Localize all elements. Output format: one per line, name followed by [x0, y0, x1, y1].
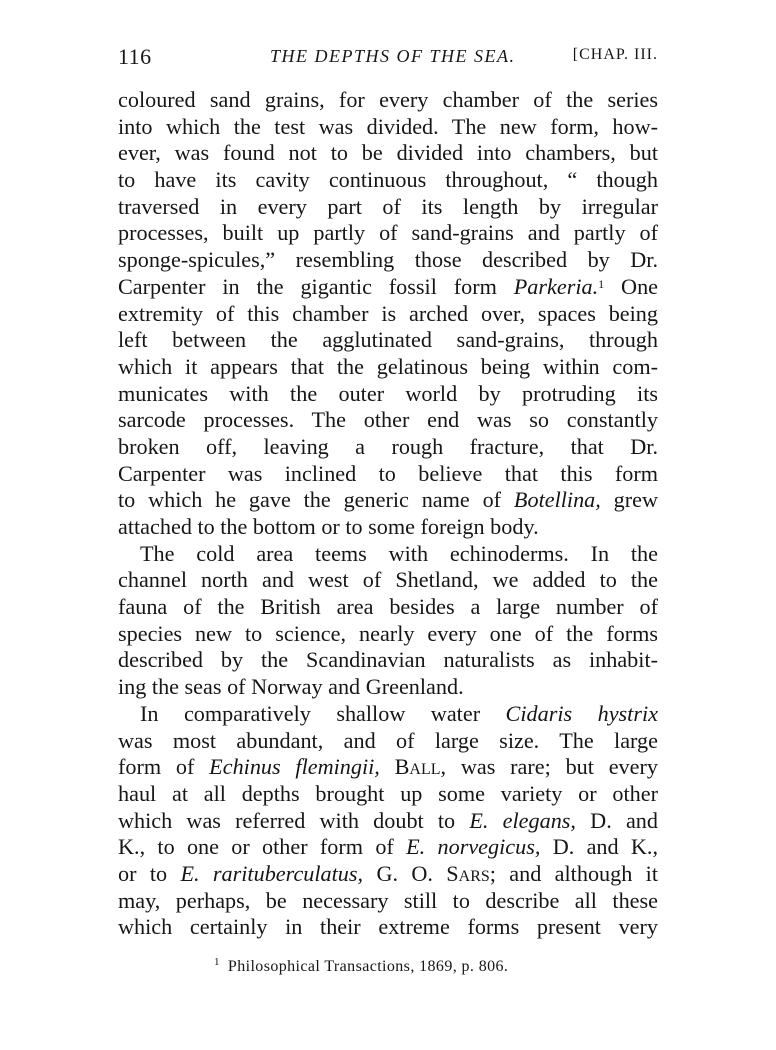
text-line: attached to the bottom or to some foreign body. [118, 514, 539, 539]
text-run: which was referred with doubt to [118, 807, 470, 833]
text-line [118, 274, 658, 301]
text-run: was rare; but every [446, 754, 658, 780]
italic-term: Botellina, [513, 487, 601, 513]
text-line: into which the test was divided. The new form, how- [118, 113, 658, 139]
text-line: ever, was found not to be divided into chambers, but [118, 140, 658, 166]
italic-term: E. rarituberculatus, [180, 860, 364, 886]
text-run: or to [118, 860, 181, 886]
text-line: municates with the outer world by protruding its [118, 380, 658, 406]
text-line: coloured sand grains, for every chamber of the series [118, 87, 658, 112]
text-run: to which he gave the generic name of [118, 487, 514, 513]
text-line [118, 487, 658, 514]
text-line [118, 808, 658, 835]
text-line [118, 754, 658, 781]
text-run: D. and K., [540, 834, 659, 860]
italic-term: E. norvegicus, [406, 834, 541, 860]
footnote-text: Philosophical Transactions, 1869, p. 806. [227, 958, 509, 975]
italic-term: Echinus flemingii, [209, 754, 380, 780]
page-number: 116 [118, 44, 152, 69]
italic-term: E. elegans, [469, 807, 576, 833]
text-line: Carpenter was inclined to believe that this form [118, 460, 658, 486]
text-line: processes, built up partly of sand-grains and partly of [118, 220, 658, 246]
text-line: The cold area teems with echinoderms. In the [140, 540, 658, 566]
text-line: described by the Scandinavian naturalists as inhabit- [118, 647, 658, 673]
text-line: ing the seas of Norway and Greenland. [118, 674, 464, 700]
author-name: Ball, [379, 754, 447, 780]
text-line [118, 861, 658, 888]
text-line: which it appears that the gelatinous being within com- [118, 353, 658, 379]
footnote-ref: 1 [598, 276, 605, 291]
text-line: sarcode processes. The other end was so constantly [118, 407, 658, 433]
text-run: In comparatively shallow water [140, 700, 506, 726]
text-line: sponge-spicules,” resembling those described by Dr. [118, 247, 658, 273]
text-line: may, perhaps, be necessary still to describe all these [118, 887, 658, 913]
italic-term: Parkeria. [513, 273, 599, 299]
text-line: traversed in every part of its length by irregular [118, 193, 658, 219]
text-run: ; and although it [489, 860, 658, 886]
text-line: to have its cavity continuous throughout, “ though [118, 167, 658, 193]
page-header [118, 44, 658, 74]
text-line [118, 701, 658, 728]
text-line [118, 834, 658, 861]
chapter-label: [CHAP. III. [572, 46, 658, 63]
text-line: was most abundant, and of large size. The large [118, 727, 658, 753]
text-run: Carpenter in the gigantic fossil form [118, 273, 514, 299]
text-run: D. and [575, 807, 658, 833]
footnote [214, 958, 508, 976]
text-line: broken off, leaving a rough fracture, that Dr. [118, 433, 658, 459]
text-run: K., to one or other form of [118, 834, 407, 860]
text-line: haul at all depths brought up some variety or other [118, 780, 658, 806]
text-line: extremity of this chamber is arched over, spaces being [118, 300, 658, 326]
text-line: which certainly in their extreme forms present very [118, 914, 658, 940]
text-run: form of [118, 754, 210, 780]
text-line: channel north and west of Shetland, we added to the [118, 567, 658, 593]
running-title: THE DEPTHS OF THE SEA. [270, 46, 516, 66]
body-text [118, 87, 658, 941]
text-run: G. O. [363, 860, 447, 886]
text-run: grew [600, 487, 659, 513]
text-line: left between the agglutinated sand-grains, through [118, 327, 658, 353]
italic-term: Cidaris hystrix [505, 700, 658, 726]
text-line: species new to science, nearly every one of the forms [118, 620, 658, 646]
text-line: fauna of the British area besides a large number of [118, 594, 658, 620]
author-name: Sars [446, 860, 490, 886]
footnote-marker: 1 [214, 956, 220, 968]
text-run: One [604, 273, 659, 299]
